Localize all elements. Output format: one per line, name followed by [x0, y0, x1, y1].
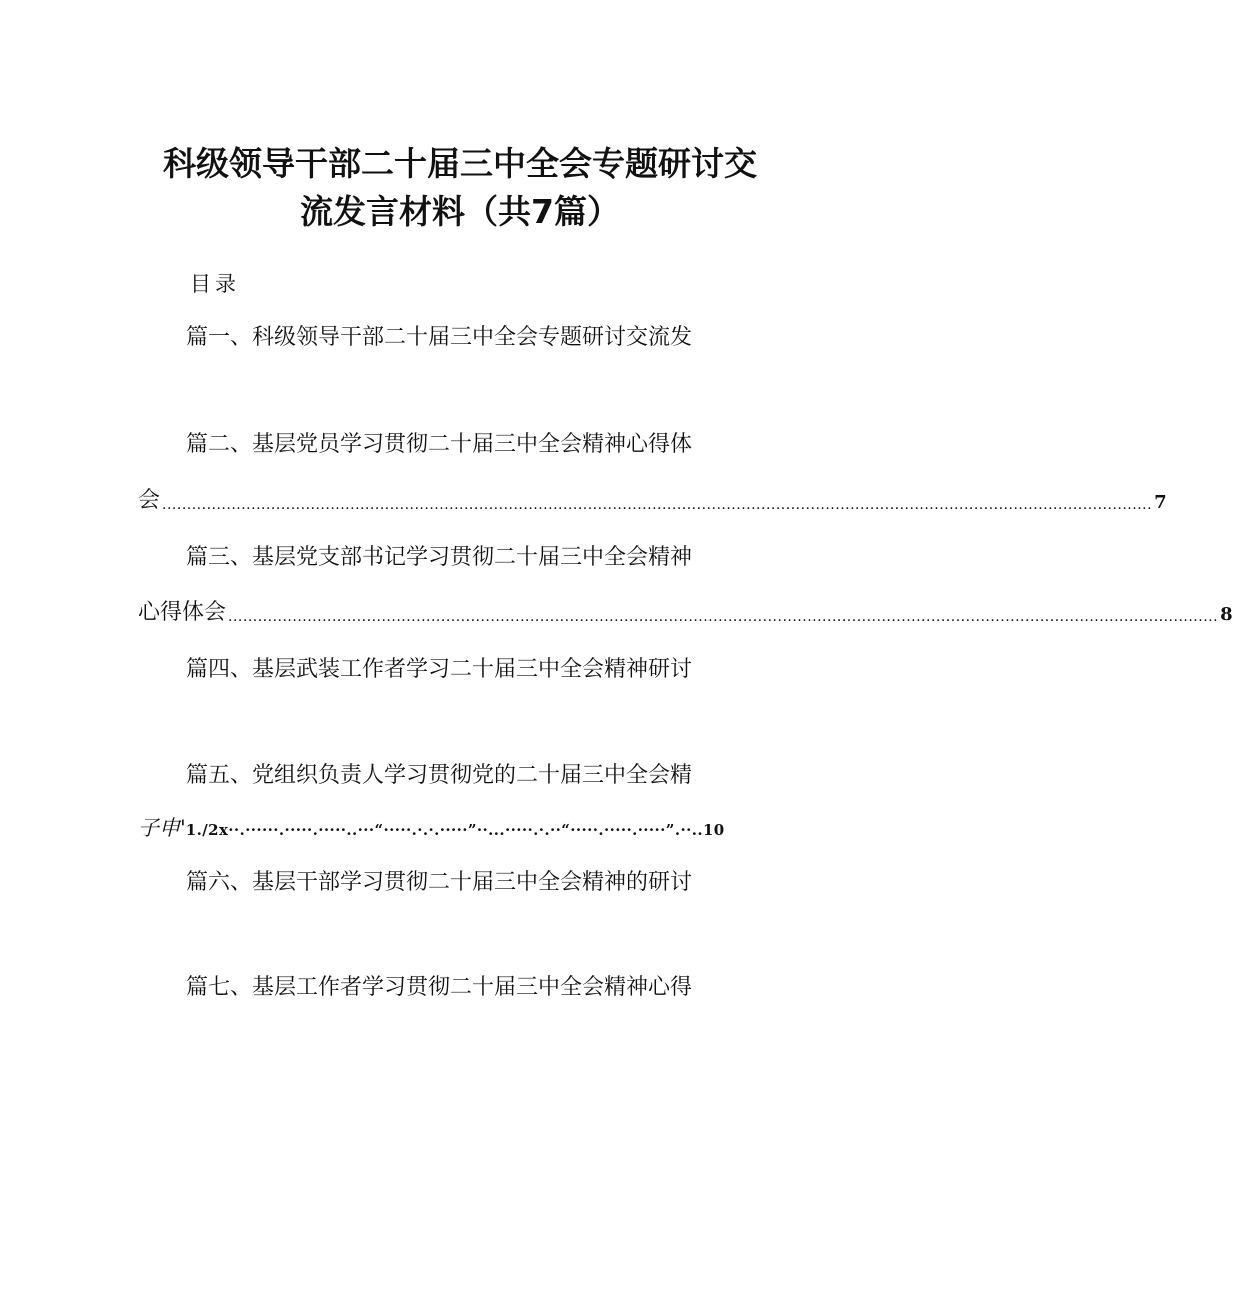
- toc-entry-3[interactable]: 篇三、基层党支部书记学习贯彻二十届三中全会精神: [186, 545, 693, 570]
- toc-entry-5-continuation[interactable]: [138, 814, 770, 842]
- toc-garbled-leader: 1./2x··.······.·····.·····..···“·····.·.·.·····”··...·····.·.··“·····.·····.·····”.··..10: [185, 821, 725, 839]
- toc-page-number: 7: [1154, 492, 1167, 513]
- toc-entry-6[interactable]: 篇六、基层干部学习贯彻二十届三中全会精神的研讨: [186, 870, 693, 895]
- toc-entry-5-continuation-text: 子申': [138, 816, 186, 840]
- toc-entry-4[interactable]: 篇四、基层武装工作者学习二十届三中全会精神研讨: [186, 657, 693, 682]
- toc-entry-1[interactable]: 篇一、科级领导干部二十届三中全会专题研讨交流发: [186, 325, 693, 350]
- toc-entry-2-continuation-text: 会: [138, 488, 161, 513]
- toc-entry-2[interactable]: 篇二、基层党员学习贯彻二十届三中全会精神心得体: [186, 432, 693, 457]
- document-title-line-2: 流发言材料（共7篇）: [300, 192, 620, 231]
- document-title-line-1: 科级领导干部二十届三中全会专题研讨交: [163, 144, 757, 183]
- toc-heading: 目录: [190, 272, 240, 296]
- toc-entry-3-continuation[interactable]: [138, 599, 1233, 627]
- toc-dot-leader: ........................................................................................................................................................................................................: [162, 497, 1153, 513]
- toc-entry-3-continuation-text: 心得体会: [138, 600, 227, 625]
- toc-entry-5[interactable]: 篇五、党组织负责人学习贯彻党的二十届三中全会精: [186, 763, 693, 788]
- toc-entry-7[interactable]: 篇七、基层工作者学习贯彻二十届三中全会精神心得: [186, 975, 693, 1000]
- toc-entry-2-continuation[interactable]: [138, 487, 1167, 515]
- toc-page-number: 8: [1220, 604, 1233, 625]
- toc-dot-leader: ........................................................................................................................................................................................................: [228, 609, 1219, 625]
